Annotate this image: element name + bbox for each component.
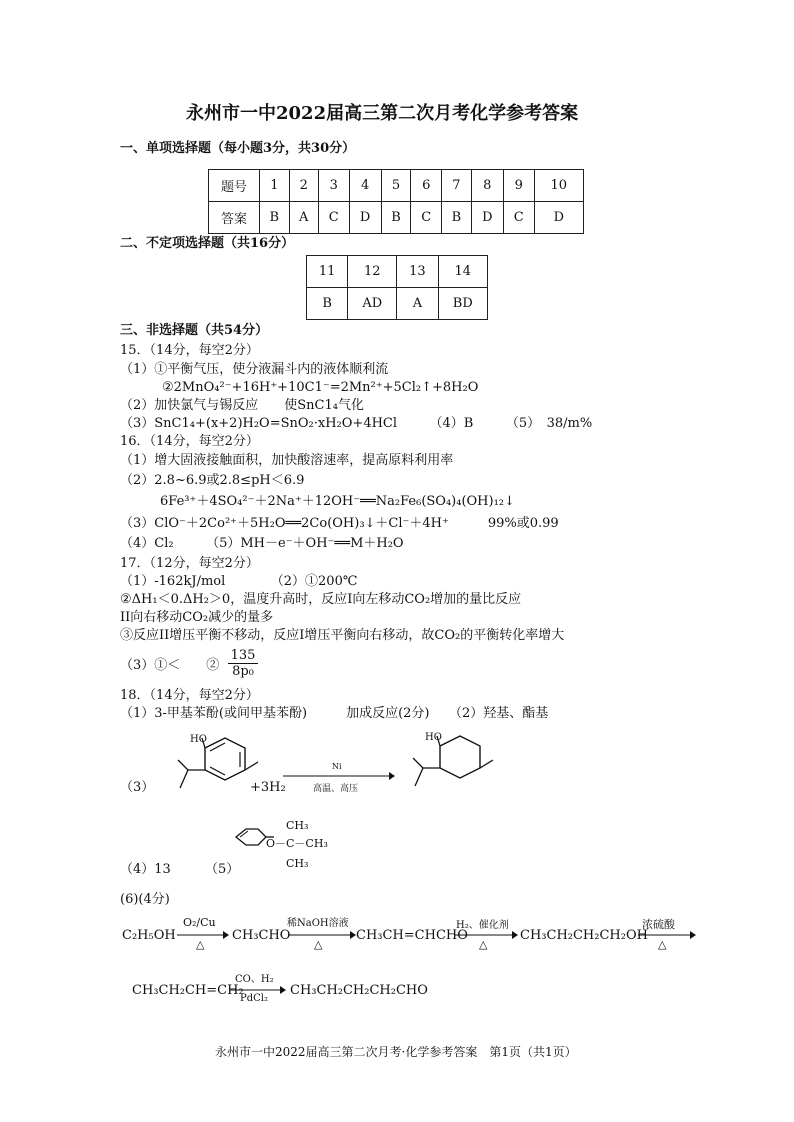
table-cell: 12 (348, 256, 397, 288)
table-row (307, 256, 488, 288)
q15-1: （1）①平衡气压，使分液漏斗内的液体顺利流 (120, 362, 389, 377)
table-cell: 6 (411, 170, 442, 202)
page-footer: 永州市一中2022届高三第二次月考·化学参考答案 第1页（共1页） (215, 1045, 577, 1059)
route1-s4: CH₃CH₂CH₂CH₂OH (520, 928, 648, 943)
thymol-oh-label: HO (190, 734, 207, 745)
route1-c3-bot: △ (479, 938, 488, 951)
table-cell: 3 (318, 170, 349, 202)
table-row (209, 202, 584, 234)
route1-s3: CH₃CH=CHCHO (356, 928, 468, 943)
q16-2-eq: 6Fe³⁺＋4SO₄²⁻＋2Na⁺＋12OH⁻══Na₂Fe₆(SO₄)₄(OH)₁₂↓ (160, 494, 515, 509)
q18-1: （1）3-甲基苯酚(或间甲基苯酚) 加成反应(2分) （2）羟基、酯基 (120, 706, 549, 721)
table-cell: D (534, 202, 583, 234)
route1-c1-bot: △ (196, 938, 205, 951)
q17-2b-cont: II向右移动CO₂减少的量多 (120, 610, 274, 625)
route1-c4-top: 浓硫酸 (642, 918, 675, 931)
q15-2: （2）加快氯气与锡反应 使SnC1₄气化 (120, 398, 364, 413)
section3-heading: 三、非选择题（共54分） (120, 323, 269, 338)
section1-heading: 一、单项选择题（每小题3分，共30分） (120, 141, 356, 156)
q15-heading: 15．（14分，每空2分） (120, 343, 259, 358)
route1-c2-bot: △ (314, 938, 323, 951)
q18-heading: 18．（14分，每空2分） (120, 688, 259, 703)
table-cell: B (442, 202, 472, 234)
menthol-oh-label: HO (425, 732, 442, 743)
table-cell: A (289, 202, 318, 234)
table-cell: B (260, 202, 290, 234)
table-cell: D (471, 202, 503, 234)
table-cell: C (411, 202, 442, 234)
ether-ch3-top: CH₃ (286, 819, 309, 832)
table-cell: BD (438, 288, 487, 320)
q16-1: （1）增大固液接触面积，加快酸溶速率，提高原料利用率 (120, 453, 454, 468)
arrow-cond-bottom: 高温、高压 (313, 784, 359, 794)
table-row (209, 170, 584, 202)
row-label: 题号 (209, 170, 260, 202)
table-cell: 5 (381, 170, 411, 202)
table-cell: 13 (397, 256, 438, 288)
ether-main: O－C－CH₃ (266, 837, 328, 850)
route1-s2: CH₃CHO (232, 928, 291, 943)
table-cell: 9 (503, 170, 534, 202)
single-choice-table (208, 169, 584, 234)
table-cell: B (307, 288, 348, 320)
route2-s2: CH₃CH₂CH₂CH₂CHO (290, 983, 428, 998)
route1-arrow-4 (638, 930, 696, 940)
table-cell: 2 (289, 170, 318, 202)
page-title: 永州市一中2022届高三第二次月考化学参考答案 (186, 103, 579, 124)
q17-2c: ③反应II增压平衡不移动，反应I增压平衡向右移动，故CO₂的平衡转化率增大 (120, 628, 565, 643)
q17-1: （1）-162kJ/mol （2）①200℃ (120, 574, 358, 589)
table-cell: C (318, 202, 349, 234)
route1-c2-top: 稀NaOH溶液 (287, 918, 349, 929)
q18-6: (6)(4分) (120, 892, 170, 907)
table-cell: 1 (260, 170, 290, 202)
multi-choice-table (306, 255, 488, 320)
route1-c4-bot: △ (658, 938, 667, 951)
q16-2: （2）2.8~6.9或2.8≤pH＜6.9 (120, 473, 305, 488)
table-row (307, 288, 488, 320)
q16-3: （3）ClO⁻＋2Co²⁺＋5H₂O══2Co(OH)₃↓＋Cl⁻＋4H⁺ 99%或0.99 (120, 516, 559, 531)
table-cell: C (503, 202, 534, 234)
route2-s1: CH₃CH₂CH=CH₂ (132, 983, 244, 998)
table-cell: 11 (307, 256, 348, 288)
row-label: 答案 (209, 202, 260, 234)
q17-2b: ②ΔH₁＜0.ΔH₂＞0，温度升高时，反应I向左移动CO₂增加的量比反应 (120, 592, 522, 607)
table-cell: 4 (349, 170, 381, 202)
section2-heading: 二、不定项选择题（共16分） (120, 236, 295, 251)
table-cell: 10 (534, 170, 583, 202)
q16-4: （4）Cl₂ （5）MH－e⁻＋OH⁻══M＋H₂O (120, 536, 404, 551)
q15-3: （3）SnC1₄+(x+2)H₂O=SnO₂·xH₂O+4HCl （4）B （5） 38/m% (120, 416, 593, 431)
fraction (228, 648, 258, 680)
table-cell: D (349, 202, 381, 234)
q17-heading: 17．（12分，每空2分） (120, 556, 259, 571)
arrow-cond-top: Ni (332, 762, 342, 771)
q15-1-eq: ②2MnO₄²⁻+16H⁺+10C1⁻=2Mn²⁺+5Cl₂↑+8H₂O (162, 380, 479, 395)
q17-3-prefix: （3）①＜ ② (120, 658, 220, 673)
route1-s1: C₂H₅OH (122, 928, 176, 943)
q18-3-label: （3） (120, 780, 155, 795)
table-cell: 8 (471, 170, 503, 202)
fraction-numerator: 135 (228, 648, 258, 664)
table-cell: B (381, 202, 411, 234)
q18-5: （5） (205, 862, 240, 877)
q16-heading: 16．（14分，每空2分） (120, 434, 259, 449)
table-cell: 14 (438, 256, 487, 288)
q18-4: （4）13 (120, 862, 171, 877)
route2-c1-top: CO、H₂ (235, 974, 274, 985)
table-cell: AD (348, 288, 397, 320)
ether-ch3-bottom: CH₃ (286, 857, 309, 870)
table-cell: 7 (442, 170, 472, 202)
route1-c1-top: O₂/Cu (183, 916, 216, 929)
menthol-structure (395, 728, 505, 803)
fraction-denominator: 8p₀ (232, 664, 254, 679)
route2-c1-bot: PdCl₂ (240, 993, 268, 1004)
table-cell: A (397, 288, 438, 320)
route1-c3-top: H₂、催化剂 (456, 920, 509, 931)
q18-3-h2: +3H₂ (250, 780, 286, 795)
